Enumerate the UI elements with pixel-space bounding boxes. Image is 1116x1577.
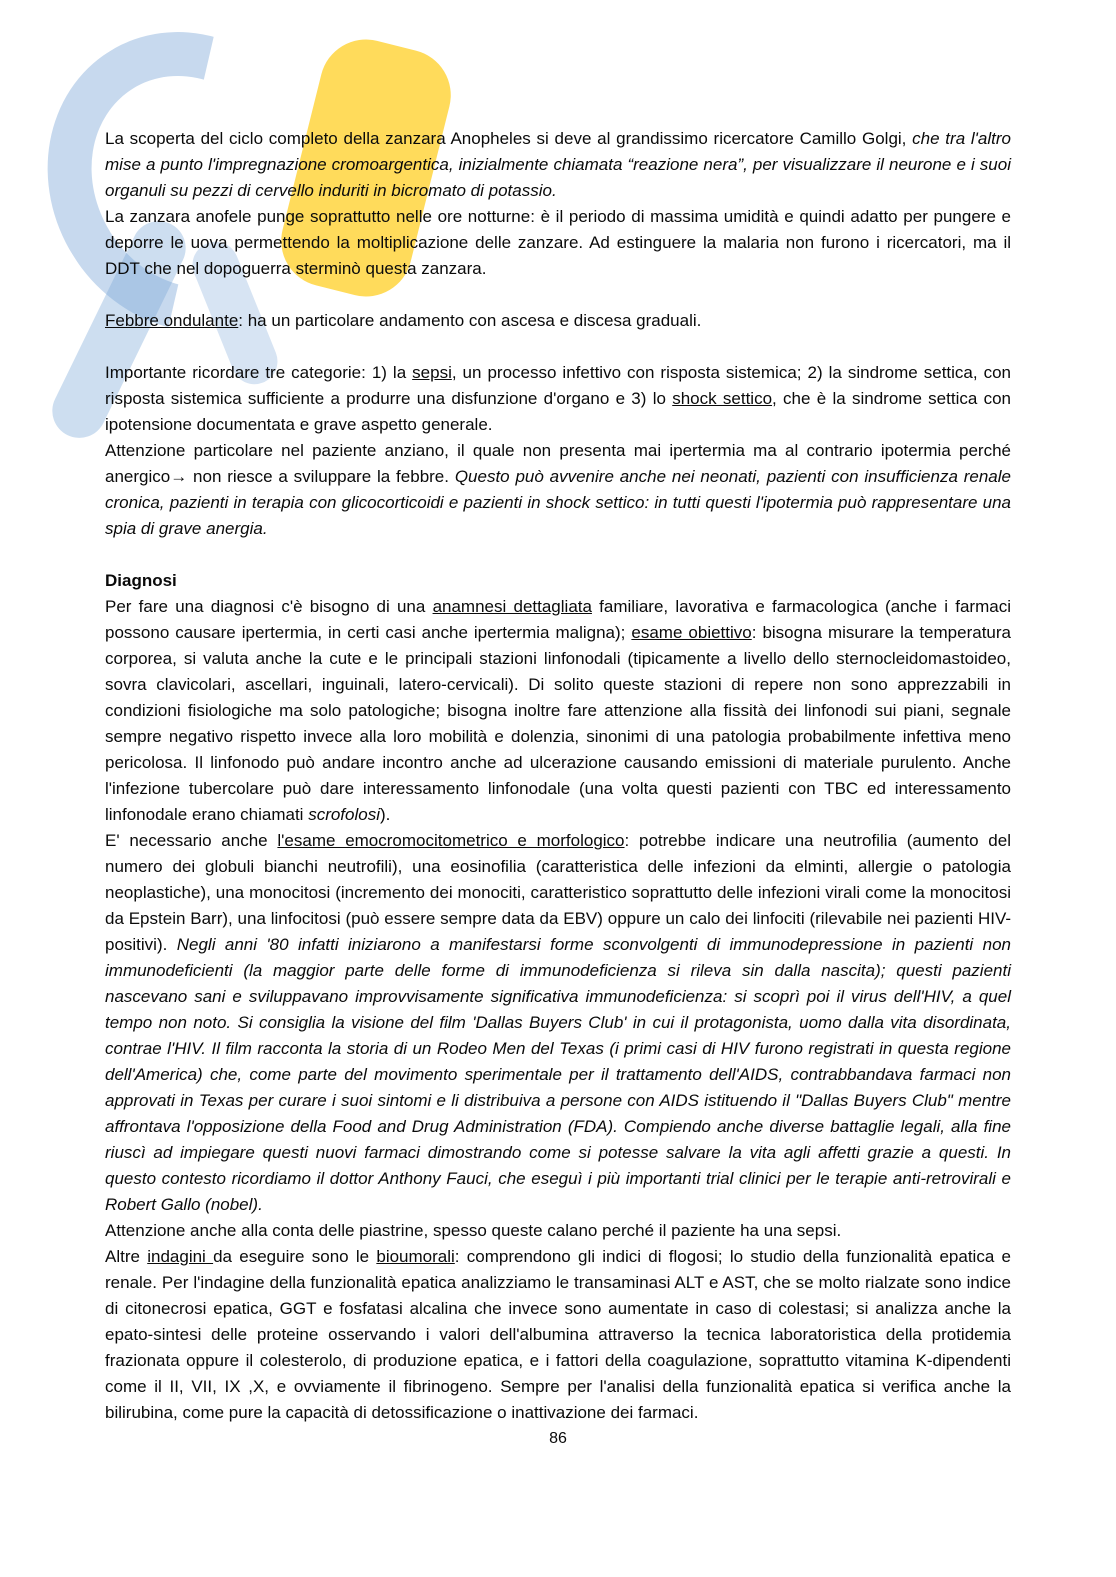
text-segment: indagini [147,1247,214,1266]
paragraph [105,308,1011,334]
text-segment: l'esame emocromocitometrico e morfologico [277,831,625,850]
text-segment: : ha un particolare andamento con ascesa e discesa graduali. [238,311,702,330]
text-segment: Febbre ondulante [105,311,239,330]
text-segment: Importante ricordare tre categorie: 1) la [105,363,413,382]
paragraph [105,1244,1011,1426]
text-segment: : bisogna misurare la temperatura corporea, si valuta anche la cute e le principali stazioni linfonodali (tipicamente a livello dello sternocleidomastoideo, sovra clavicolari, ascellari, inguinali, latero-cervicali). Di solito queste stazioni di repere non sono apprezzabili in condizioni fisiologiche ma solo patologiche; bisogna inoltre fare attenzione alla fissità dei linfonodi sui piani, segnale sempre negativo rispetto invece alla loro mobilità e dolenzia, sinonimi di una patologia probabilmente infettiva meno pericolosa. Il linfonodo può andare incontro anche ad ulcerazione causando emissioni di materiale purulento. Anche l'infezione tubercolare può dare interessamento linfonodale (una volta questi pazienti con TBC ed interessamento linfonodale erano chiamati [105,623,1011,824]
text-segment: scrofolosi [308,805,380,824]
page-number: 86 [549,1430,567,1447]
text-segment: ). [380,805,391,824]
paragraph [105,828,1011,1218]
section-heading [105,568,1011,594]
text-segment: E' necessario anche [105,831,278,850]
paragraph-gap [105,334,1011,360]
paragraph [105,438,1011,542]
text-segment: shock settico [672,389,773,408]
paragraph [105,204,1011,282]
text-segment: familiare, lavorativa e farmacologica (anche i farmaci possono causare ipertermia, in certi casi anche ipertermia maligna); [105,597,1011,642]
text-segment: Attenzione anche alla conta delle piastrine, spesso queste calano perché il paziente ha una sepsi. [105,1221,842,1240]
text-segment: Negli anni '80 infatti iniziarono a manifestarsi forme sconvolgenti di immunodepressione in pazienti non immunodeficienti (la maggior parte delle forme di immunodeficienza si rileva sin dalla nascita); questi pazienti nascevano sani e sviluppavano improvvisamente significativa immunodeficienza: si scoprì poi il virus dell'HIV, a quel tempo non noto. Si consiglia la visione del film 'Dallas Buyers Club' in cui il protagonista, uomo dalla vita disordinata, contrae l'HIV. Il film racconta la storia di un Rodeo Men del Texas (i primi casi di HIV furono registrati in questa regione dell'America) che, come parte del movimento sperimentale per il trattamento dell'AIDS, contrabbandava farmaci non approvati in Texas per curare i suoi sintomi e li distribuiva a persone con AIDS istituendo il "Dallas Buyers Club" mentre affrontava l'opposizione della Food and Drug Administration (FDA). Compiendo anche diverse battaglie legali, alla fine riuscì ad impiegare questi nuovi farmaci dimostrando come si potesse salvare la vita agli affetti grazie a questi. In questo contesto ricordiamo il dottor Anthony Fauci, che eseguì i più importanti trial clinici per le terapie anti-retrovirali e Robert Gallo (nobel). [105,935,1011,1214]
text-segment: La zanzara anofele punge soprattutto nelle ore notturne: è il periodo di massima umidità e quindi adatto per pungere e deporre le uova permettendo la moltiplicazione delle zanzare. Ad estinguere la malaria non furono i ricercatori, ma il DDT che nel dopoguerra sterminò questa zanzara. [105,207,1011,278]
text-segment: esame obiettivo [631,623,752,642]
paragraph [105,126,1011,204]
paragraph-gap [105,282,1011,308]
text-segment: da eseguire sono le [213,1247,377,1266]
text-segment: bioumorali [376,1247,455,1266]
text-segment: , che è la sindrome settica con ipotensione documentata e grave aspetto generale. [105,389,1012,434]
paragraph-gap [105,542,1011,568]
text-segment: Diagnosi [105,571,177,590]
text-segment: che tra l'altro mise a punto l'impregnazione cromoargentica, inizialmente chiamata “reazione nera”, per visualizzare il neurone e i suoi organuli su pezzi di cervello induriti in bicromato di potassio. [105,129,1011,200]
text-segment: Per fare una diagnosi c'è bisogno di una [105,597,433,616]
text-segment: Attenzione particolare nel paziente anziano, il quale non presenta mai ipertermia ma al contrario ipotermia perché anergico→ non riesce a sviluppare la febbre. [105,441,1011,486]
text-segment: : potrebbe indicare una neutrofilia (aumento del numero dei globuli bianchi neutrofili), una eosinofilia (caratteristica delle infezioni da elminti, allergie o patologia neoplastiche), una monocitosi (incremento dei monociti, caratteristico soprattutto delle infezioni virali come la monocitosi da Epstein Barr), una linfocitosi (può essere sempre data da EBV) oppure un calo dei linfociti (rilevabile nei pazienti HIV-positivi). [105,831,1011,954]
document-body [105,126,1011,1426]
text-segment: , un processo infettivo con risposta sistemica; 2) la sindrome settica, con risposta sistemica sufficiente a produrre una disfunzione d'organo e 3) lo [105,363,1012,408]
text-segment: Questo può avvenire anche nei neonati, pazienti con insufficienza renale cronica, pazienti in terapia con glicocorticoidi e pazienti in shock settico: in tutti questi l'ipotermia può rappresentare una spia di grave anergia. [105,467,1011,538]
paragraph [105,1218,1011,1244]
text-segment: La scoperta del ciclo completo della zanzara Anopheles si deve al grandissimo ricercatore Camillo Golgi, [105,129,913,148]
paragraph [105,360,1011,438]
text-segment: sepsi [412,363,452,382]
paragraph [105,594,1011,828]
text-segment: : comprendono gli indici di flogosi; lo studio della funzionalità epatica e renale. Per l'indagine della funzionalità epatica analizziamo le transaminasi ALT e AST, che se molto rialzate sono indice di citonecrosi epatica, GGT e fosfatasi alcalina che invece sono aumentate in caso di colestasi; si analizza anche la epato-sintesi delle proteine osservando i valori dell'albumina attraverso la tecnica laboratoristica della protidemia frazionata oppure il colesterolo, di produzione epatica, e i fattori della coagulazione, soprattutto vitamina K-dipendenti come il II, VII, IX ,X, e ovviamente il fibrinogeno. Sempre per l'analisi della funzionalità epatica si verifica anche la bilirubina, come pure la capacità di detossificazione o inattivazione dei farmaci. [105,1247,1011,1422]
text-segment: anamnesi dettagliata [432,597,592,616]
text-segment: Altre [105,1247,148,1266]
